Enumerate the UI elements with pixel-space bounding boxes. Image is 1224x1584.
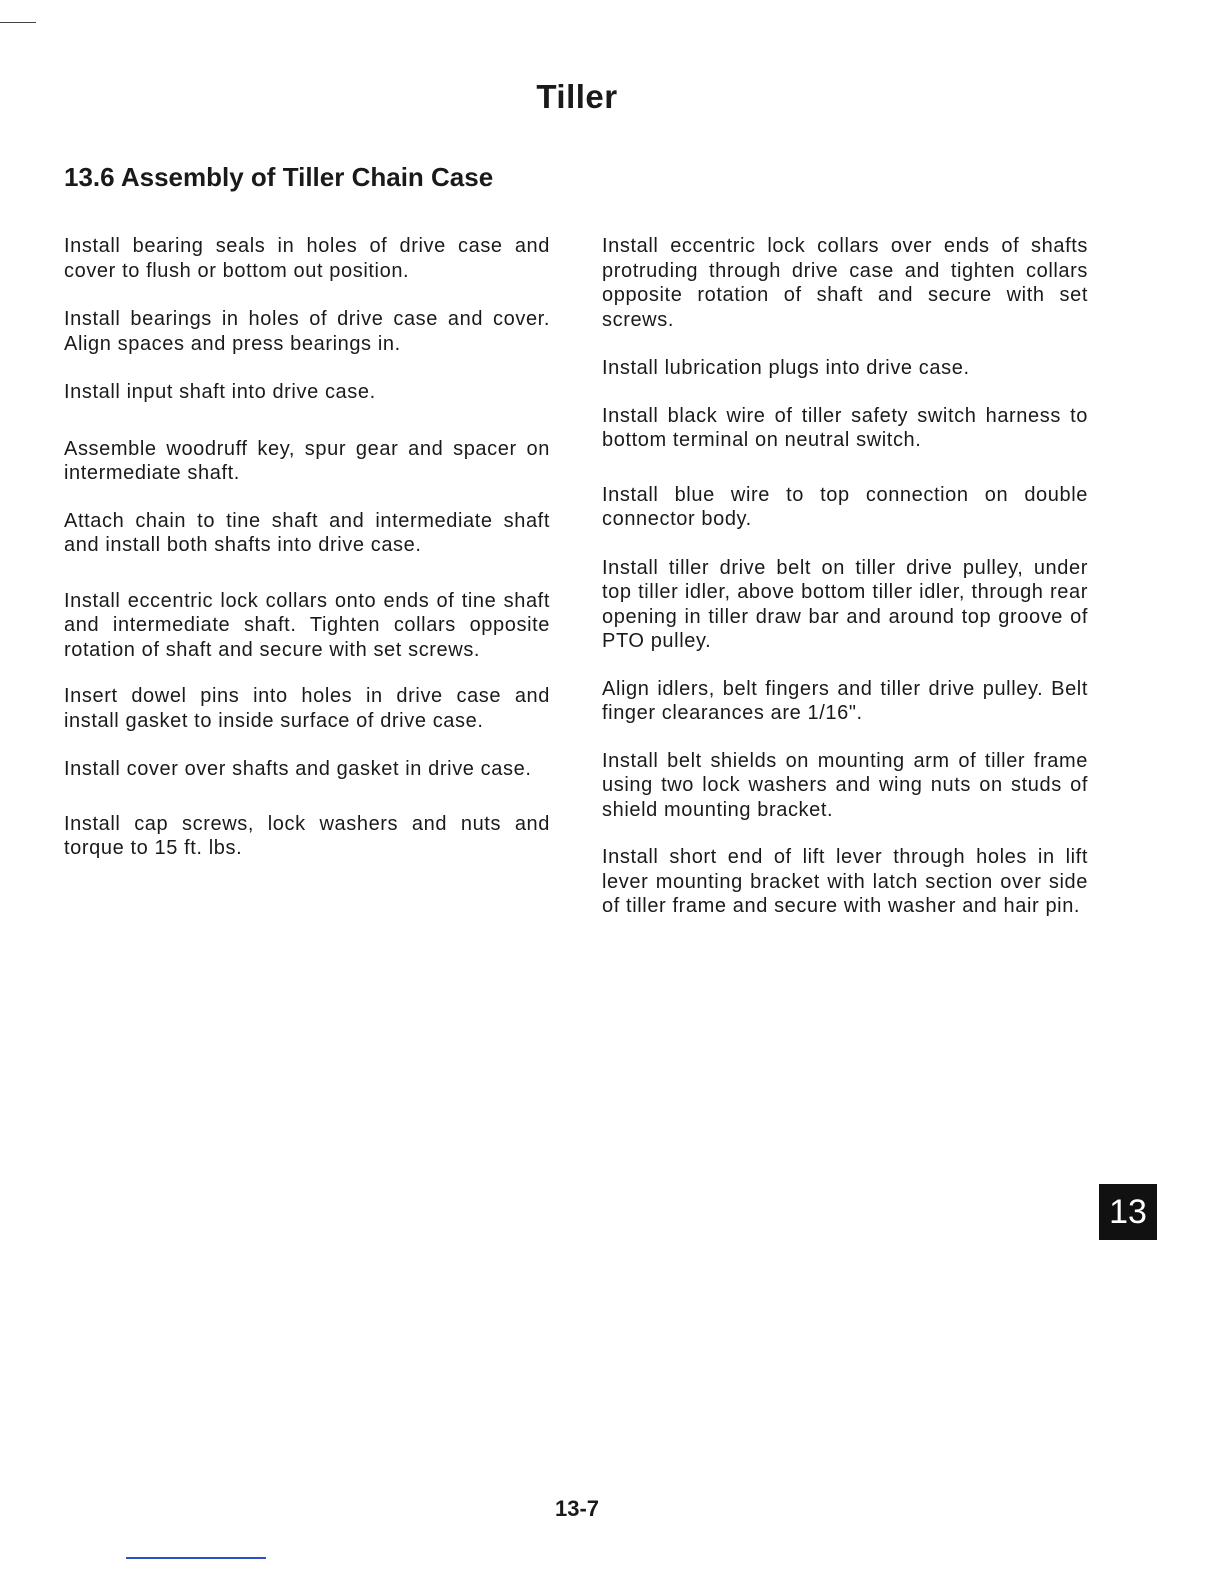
corner-scan-mark — [0, 22, 36, 23]
instruction-step: Install short end of lift lever through holes in lift lever mounting bracket with latch section over side of tiller frame and secure with washer and hair pin. — [602, 846, 1088, 917]
left-column — [64, 234, 550, 861]
page-number: 13-7 — [554, 1496, 600, 1521]
chapter-tab: 13 — [1099, 1184, 1157, 1240]
instruction-step: Install eccentric lock collars over ends of shafts protruding through drive case and tighten collars opposite rotation of shaft and secure with set screws. — [602, 235, 1088, 331]
instruction-step: Install eccentric lock collars onto ends of tine shaft and intermediate shaft. Tighten collars opposite rotation of shaft and secure with set screws. — [64, 589, 550, 661]
instruction-step: Install belt shields on mounting arm of tiller frame using two lock washers and wing nuts on studs of shield mounting bracket. — [602, 749, 1088, 821]
instruction-step: Install cap screws, lock washers and nuts and torque to 15 ft. lbs. — [64, 812, 550, 859]
instruction-step: Install bearings in holes of drive case and cover. Align spaces and press bearings in. — [64, 308, 550, 355]
page-title: Tiller — [536, 78, 618, 115]
instruction-step: Install blue wire to top connection on double connector body. — [602, 483, 1088, 530]
instruction-step: Attach chain to tine shaft and intermediate shaft and install both shafts into drive case. — [64, 509, 550, 556]
instruction-step: Align idlers, belt fingers and tiller drive pulley. Belt finger clearances are 1/16". — [602, 677, 1088, 724]
instruction-step: Insert dowel pins into holes in drive case and install gasket to inside surface of drive case. — [64, 685, 550, 732]
bottom-scan-rule — [126, 1557, 266, 1559]
instruction-step: Install black wire of tiller safety switch harness to bottom terminal on neutral switch. — [602, 404, 1088, 451]
instruction-step: Install bearing seals in holes of drive case and cover to flush or bottom out position. — [64, 235, 550, 282]
right-column — [602, 234, 1088, 919]
instruction-step: Assemble woodruff key, spur gear and spacer on intermediate shaft. — [64, 437, 550, 484]
instruction-step: Install input shaft into drive case. — [64, 381, 376, 403]
instruction-step: Install cover over shafts and gasket in drive case. — [64, 758, 532, 780]
instruction-step: Install lubrication plugs into drive case. — [602, 357, 970, 379]
section-heading: 13.6 Assembly of Tiller Chain Case — [64, 162, 494, 192]
instruction-step: Install tiller drive belt on tiller drive pulley, under top tiller idler, above bottom tiller idler, through rear opening in tiller draw bar and around top groove of PTO pulley. — [602, 556, 1088, 652]
